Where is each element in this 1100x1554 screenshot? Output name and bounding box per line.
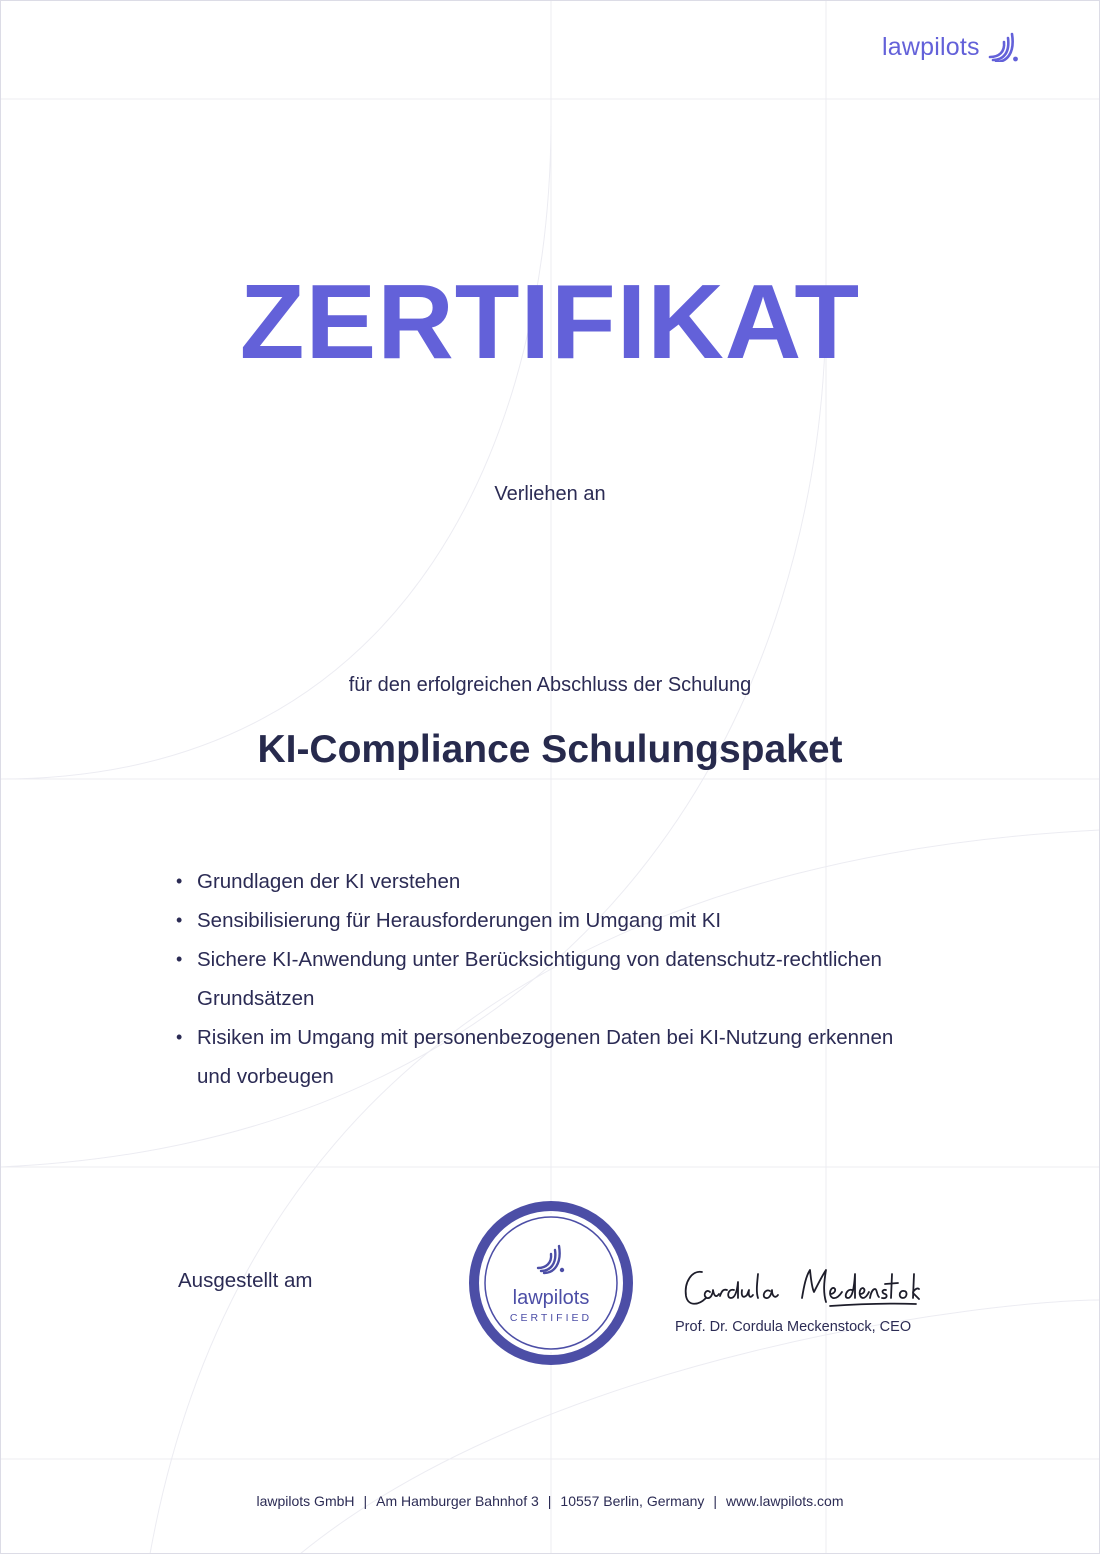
awarded-to-label: Verliehen an bbox=[494, 483, 606, 505]
certified-seal bbox=[468, 1200, 634, 1366]
footer-separator: | bbox=[363, 1493, 368, 1509]
topic-item: • Risiken im Umgang mit personenbezogenen Daten bei KI-Nutzung erkennen und vorbeugen bbox=[176, 1018, 906, 1096]
brand-logo-text: lawpilots bbox=[882, 32, 980, 61]
topic-item: • Sichere KI-Anwendung unter Berücksichtigung von datenschutz-rechtlichen Grundsätzen bbox=[176, 940, 906, 1018]
course-name: KI-Compliance Schulungspaket bbox=[257, 728, 843, 771]
topic-item: • Grundlagen der KI verstehen bbox=[176, 862, 906, 901]
seal-caption: CERTIFIED bbox=[509, 1312, 593, 1324]
certificate-title: ZERTIFIKAT bbox=[239, 263, 861, 381]
footer-address bbox=[0, 1493, 1100, 1509]
footer-separator: | bbox=[713, 1493, 718, 1509]
footer-separator: | bbox=[547, 1493, 552, 1509]
seal-brand-text: lawpilots bbox=[512, 1287, 590, 1309]
completion-text: für den erfolgreichen Abschluss der Schulung bbox=[348, 674, 752, 696]
topics-list bbox=[176, 862, 906, 1096]
footer-website-link[interactable]: www.lawpilots.com bbox=[726, 1493, 844, 1509]
signer-name: Prof. Dr. Cordula Meckenstock, CEO bbox=[675, 1319, 912, 1335]
issued-date-label: Ausgestellt am bbox=[178, 1269, 313, 1292]
topic-item: • Sensibilisierung für Herausforderungen im Umgang mit KI bbox=[176, 901, 906, 940]
lawpilots-logo-icon bbox=[987, 32, 1019, 62]
handwritten-signature bbox=[680, 1262, 920, 1316]
footer-street: Am Hamburger Bahnhof 3 bbox=[376, 1493, 539, 1509]
footer-company: lawpilots GmbH bbox=[256, 1493, 355, 1509]
brand-logo bbox=[882, 32, 1019, 62]
footer-city: 10557 Berlin, Germany bbox=[560, 1493, 705, 1509]
